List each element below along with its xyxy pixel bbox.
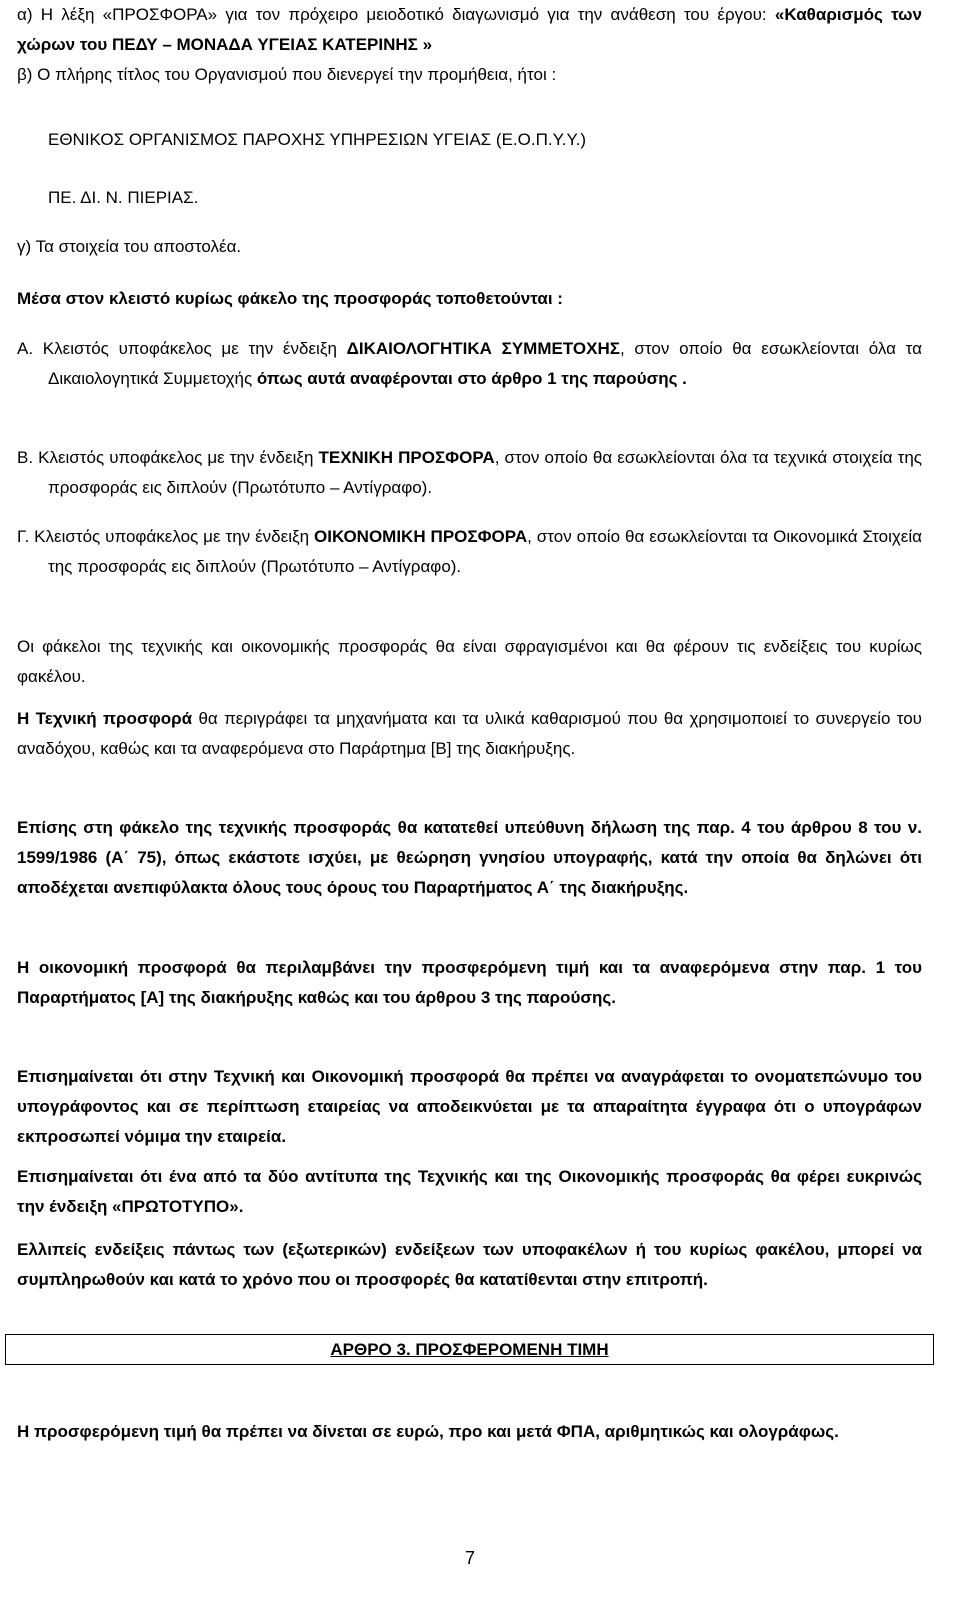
envelope-a-label: ΔΙΚΑΙΟΛΟΓΗΤΙΚΑ ΣΥΜΜΕΤΟΧΗΣ xyxy=(346,339,620,358)
signatory-note-paragraph: Επισημαίνεται ότι στην Τεχνική και Οικονομική προσφορά θα πρέπει να αναγράφεται το ονοματεπώνυμο του υπογράφοντος και σε περίπτωση εταιρείας να αποδεικνύεται με τα απαραίτητα έγγραφα ότι ο υπογράφων εκπροσωπεί νόμιμα την εταιρεία. xyxy=(17,1067,922,1146)
envelope-a-middle: , στον οποίο θα εσωκλείονται όλα τα Δικαιολογητικά Συμμετοχής xyxy=(48,339,922,388)
project-title: «Καθαρισμός των χώρων του ΠΕΔΥ – ΜΟΝΑΔΑ ΥΓΕΙΑΣ ΚΑΤΕΡΙΝΗΣ » xyxy=(17,5,922,54)
technical-offer-paragraph xyxy=(17,704,922,764)
item-b-paragraph: β) Ο πλήρης τίτλος του Οργανισμού που διενεργεί την προμήθεια, ήτοι : xyxy=(17,65,557,84)
financial-offer-paragraph: Η οικονομική προσφορά θα περιλαμβάνει την προσφερόμενη τιμή και τα αναφερόμενα στην παρ. 1 του Παραρτήματος [Α] της διακήρυξης καθώς και του άρθρου 3 της παρούσης. xyxy=(17,958,922,1007)
technical-offer-text: θα περιγράφει τα μηχανήματα και τα υλικά καθαρισμού που θα χρησιμοποιεί το συνεργείο του αναδόχου, καθώς και τα αναφερόμενα στο Παράρτημα [Β] της διακήρυξης. xyxy=(17,709,922,758)
sealed-envelopes-paragraph: Οι φάκελοι της τεχνικής και οικονομικής προσφοράς θα είναι σφραγισμένοι και θα φέρουν τις ενδείξεις του κυρίως φακέλου. xyxy=(17,637,922,686)
envelope-a-paragraph xyxy=(17,334,922,394)
envelope-b-paragraph xyxy=(17,443,922,503)
envelope-b-suffix: , στον οποίο θα εσωκλείονται όλα τα τεχνικά στοιχεία της προσφοράς εις διπλούν (Πρωτότυπο – Αντίγραφο). xyxy=(48,448,922,497)
envelope-c-paragraph xyxy=(17,522,922,582)
incomplete-labels-paragraph: Ελλιπείς ενδείξεις πάντως των (εξωτερικών) ενδείξεων των υποφακέλων ή του κυρίως φακέλου, μπορεί να συμπληρωθούν και κατά το χρόνο που οι προσφορές θα κατατίθενται στην επιτροπή. xyxy=(17,1240,922,1289)
envelope-c-prefix: Γ. Κλειστός υποφάκελος με την ένδειξη xyxy=(17,527,314,546)
envelope-contents-heading: Μέσα στον κλειστό κυρίως φάκελο της προσφοράς τοποθετούνται : xyxy=(17,289,563,308)
declaration-paragraph: Επίσης στη φάκελο της τεχνικής προσφοράς θα κατατεθεί υπεύθυνη δήλωση της παρ. 4 του άρθρου 8 του ν. 1599/1986 (Α΄ 75), όπως εκάστοτε ισχύει, με θεώρηση γνησίου υπογραφής, κατά την οποία θα δηλώνει ότι αποδέχεται ανεπιφύλακτα όλους τους όρους του Παραρτήματος Α΄ της διακήρυξης. xyxy=(17,818,922,897)
envelope-c-label: ΟΙΚΟΝΟΜΙΚΗ ΠΡΟΣΦΟΡΑ xyxy=(314,527,528,546)
organization-name: ΕΘΝΙΚΟΣ ΟΡΓΑΝΙΣΜΟΣ ΠΑΡΟΧΗΣ ΥΠΗΡΕΣΙΩΝ ΥΓΕΙΑΣ (Ε.Ο.Π.Υ.Υ.) xyxy=(48,130,587,149)
page-number: 7 xyxy=(464,1548,475,1568)
envelope-c-suffix: , στον οποίο θα εσωκλείονται τα Οικονομικά Στοιχεία της προσφοράς εις διπλούν (Πρωτότυπο – Αντίγραφο). xyxy=(48,527,922,576)
price-rule-paragraph: Η προσφερόμενη τιμή θα πρέπει να δίνεται σε ευρώ, προ και μετά ΦΠΑ, αριθμητικώς και ολογράφως. xyxy=(17,1422,839,1441)
technical-offer-label: Η Τεχνική προσφορά xyxy=(17,709,193,728)
envelope-b-prefix: Β. Κλειστός υποφάκελος με την ένδειξη xyxy=(17,448,319,467)
article-3-heading: ΑΡΘΡΟ 3. ΠΡΟΣΦΕΡΟΜΕΝΗ ΤΙΜΗ xyxy=(5,1334,934,1365)
envelope-b-label: ΤΕΧΝΙΚΗ ΠΡΟΣΦΟΡΑ xyxy=(318,448,495,467)
item-a-text: α) Η λέξη «ΠΡΟΣΦΟΡΑ» για τον πρόχειρο μειοδοτικό διαγωνισμό για την ανάθεση του έργου: xyxy=(17,5,775,24)
item-c-paragraph: γ) Τα στοιχεία του αποστολέα. xyxy=(17,237,242,256)
organization-unit: ΠΕ. ΔΙ. Ν. ΠΙΕΡΙΑΣ. xyxy=(48,188,199,207)
envelope-a-prefix: Α. Κλειστός υποφάκελος με την ένδειξη xyxy=(17,339,347,358)
envelope-a-suffix: όπως αυτά αναφέρονται στο άρθρο 1 της παρούσης . xyxy=(256,369,687,388)
item-a-paragraph xyxy=(17,0,922,60)
original-copy-note-paragraph: Επισημαίνεται ότι ένα από τα δύο αντίτυπα της Τεχνικής και της Οικονομικής προσφοράς θα φέρει ευκρινώς την ένδειξη «ΠΡΩΤΟΤΥΠΟ». xyxy=(17,1167,922,1216)
